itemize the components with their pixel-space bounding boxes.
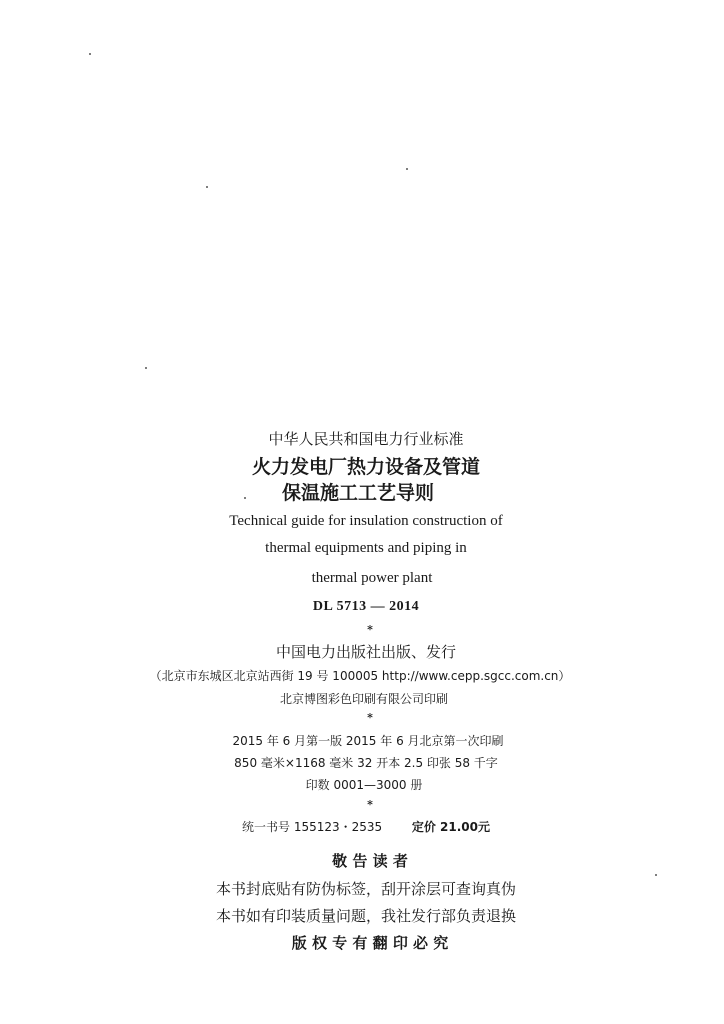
book-title-line-2: 保温施工工艺导则 — [281, 482, 434, 504]
publisher-address: （北京市东城区北京站西街 19 号 100005 http://www.cepp.sgcc.com.cn） — [149, 669, 571, 683]
scan-speck — [406, 168, 408, 170]
format-info: 850 毫米×1168 毫米 32 开本 2.5 印张 58 千字 — [234, 756, 498, 770]
english-title-line-1: Technical guide for insulation construction of — [229, 513, 503, 529]
separator-star: * — [367, 798, 373, 811]
separator-star: * — [367, 711, 373, 724]
standard-series: 中华人民共和国电力行业标准 — [268, 430, 464, 448]
english-title-line-3: thermal power plant — [311, 570, 433, 586]
price: 定价 21.00元 — [411, 820, 490, 834]
scan-speck — [655, 874, 657, 876]
reader-notice-title: 敬 告 读 者 — [332, 852, 408, 870]
scan-speck — [89, 53, 91, 55]
book-title-line-1: 火力发电厂热力设备及管道 — [251, 456, 480, 478]
print-run: 印数 0001—3000 册 — [305, 778, 423, 792]
reader-notice-line-2: 本书如有印装质量问题，我社发行部负责退换 — [215, 907, 516, 925]
reader-notice-line-1: 本书封底贴有防伪标签，刮开涂层可查询真伪 — [215, 880, 516, 898]
edition-info: 2015 年 6 月第一版 2015 年 6 月北京第一次印刷 — [232, 734, 504, 748]
printer: 北京博图彩色印刷有限公司印刷 — [279, 692, 448, 706]
scan-speck — [206, 186, 208, 188]
standard-code: DL 5713 — 2014 — [312, 599, 420, 614]
book-number-and-price — [4, 821, 724, 833]
book-number: 统一书号 155123・2535 — [242, 820, 383, 834]
copyright-notice: 版 权 专 有 翻 印 必 究 — [291, 934, 449, 952]
separator-star: * — [367, 623, 373, 636]
publisher: 中国电力出版社出版、发行 — [275, 643, 456, 661]
scan-speck — [145, 367, 147, 369]
english-title-line-2: thermal equipments and piping in — [265, 540, 467, 556]
